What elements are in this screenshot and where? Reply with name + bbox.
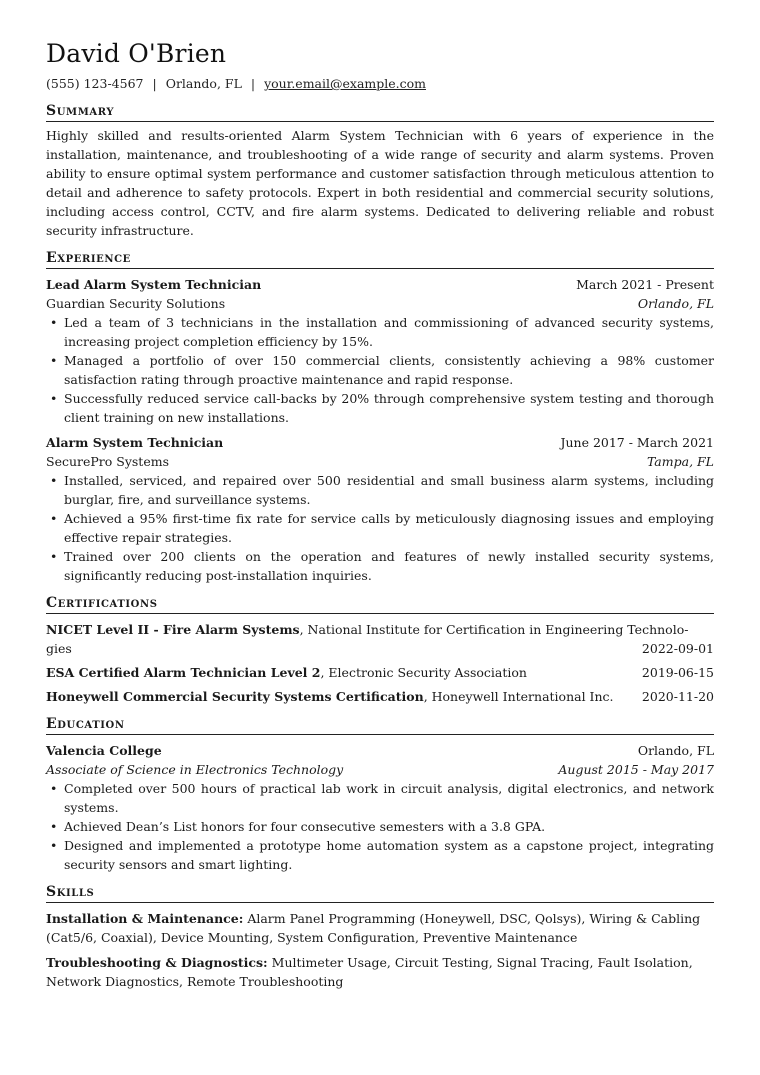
job-entry — [46, 275, 714, 427]
bullet-item: • Successfully reduced service call-backs by 20% through comprehensive system testing and thorough client training on new installations. — [64, 389, 714, 427]
section-heading-experience: Experience — [46, 249, 714, 269]
job-title: Lead Alarm System Technician — [46, 277, 262, 292]
bullet-item: • Installed, serviced, and repaired over 500 residential and small business alarm systems, including burglar, fire, and surveillance systems. — [64, 471, 714, 509]
job-bullets — [46, 471, 714, 585]
contact-line — [46, 75, 714, 93]
degree-name: Associate of Science in Electronics Technology — [46, 762, 344, 777]
skill-group-text: Alarm Panel Programming (Honeywell, DSC, Qolsys), Wiring & Cabling (Cat5/6, Coaxial), Device Mounting, System Configuration, Preventive Maintenance — [46, 911, 701, 945]
certification-issuer: , Honeywell International Inc. — [423, 689, 614, 704]
certification-issuer: , Electronic Security Association — [320, 665, 527, 680]
job-title: Alarm System Technician — [46, 435, 224, 450]
section-heading-summary: Summary — [46, 102, 714, 122]
candidate-name: David O'Brien — [46, 39, 227, 68]
bullet-item: • Managed a portfolio of over 150 commercial clients, consistently achieving a 98% customer satisfaction rating through proactive maintenance and rapid response. — [64, 351, 714, 389]
section-heading-education: Education — [46, 715, 714, 735]
job-company: SecurePro Systems — [46, 454, 169, 469]
skills-section — [46, 883, 714, 991]
bullet-item: • Completed over 500 hours of practical lab work in circuit analysis, digital electronics, and network systems. — [64, 779, 714, 817]
certification-item — [46, 687, 714, 706]
skill-group — [46, 953, 714, 991]
bullet-item: • Achieved a 95% first-time fix rate for service calls by meticulously diagnosing issues and employing effective repair strategies. — [64, 509, 714, 547]
location-text: Orlando, FL — [165, 76, 242, 91]
certification-date: 2022-09-01 — [641, 641, 714, 656]
education-entry — [46, 741, 714, 874]
bullet-item: • Trained over 200 clients on the operation and features of newly installed security systems, significantly reducing post-installation inquiries. — [64, 547, 714, 585]
job-dates: March 2021 - Present — [576, 277, 714, 292]
school-name: Valencia College — [46, 743, 162, 758]
certification-item — [46, 663, 714, 682]
certification-date: 2019-06-15 — [641, 665, 714, 680]
job-location: Tampa, FL — [646, 454, 714, 469]
school-location: Orlando, FL — [637, 743, 714, 758]
certification-issuer-continued: gies — [46, 641, 72, 656]
certification-item — [46, 620, 714, 658]
job-company: Guardian Security Solutions — [46, 296, 226, 311]
contact-separator: | — [152, 76, 157, 91]
resume-page — [46, 38, 714, 991]
bullet-item: • Designed and implemented a prototype home automation system as a capstone project, integrating security sensors and smart lighting. — [64, 836, 714, 874]
certification-name: ESA Certified Alarm Technician Level 2 — [46, 665, 321, 680]
bullet-item: • Achieved Dean’s List honors for four consecutive semesters with a 3.8 GPA. — [64, 817, 714, 836]
section-heading-certifications: Certifications — [46, 594, 714, 614]
section-heading-skills: Skills — [46, 883, 714, 903]
certification-name: Honeywell Commercial Security Systems Certification — [46, 689, 424, 704]
contact-separator: | — [250, 76, 256, 91]
certification-date: 2020-11-20 — [641, 689, 714, 704]
job-entry — [46, 433, 714, 585]
summary-text: Highly skilled and results-oriented Alarm System Technician with 6 years of experience in the installation, maintenance, and troubleshooting of a wide range of security and alarm systems. Proven ability to ensure optimal system performance and customer satisfaction through meticulous attention to detail and adherence to safety protocols. Expert in both residential and commercial security solutions, including access control, CCTV, and fire alarm systems. Dedicated to delivering reliable and robust security infrastructure. — [46, 128, 714, 238]
certification-issuer: , National Institute for Certification in Engineering Technolo- — [299, 622, 689, 637]
skill-group-label: Installation & Maintenance: — [46, 911, 244, 926]
education-section — [46, 715, 714, 874]
bullet-item: • Led a team of 3 technicians in the installation and commissioning of advanced security systems, increasing project completion efficiency by 15%. — [64, 313, 714, 351]
email-link[interactable]: your.email@example.com — [264, 76, 427, 91]
phone-number: (555) 123-4567 — [46, 76, 144, 91]
job-location: Orlando, FL — [637, 296, 714, 311]
education-dates: August 2015 - May 2017 — [558, 762, 714, 777]
certification-name: NICET Level II - Fire Alarm Systems — [46, 622, 300, 637]
skill-group-text: Multimeter Usage, Circuit Testing, Signal Tracing, Fault Isolation, Network Diagnostics, Remote Troubleshooting — [46, 955, 693, 989]
summary-section — [46, 102, 714, 240]
education-bullets — [46, 779, 714, 874]
skill-group — [46, 909, 714, 947]
job-dates: June 2017 - March 2021 — [560, 435, 714, 450]
skill-group-label: Troubleshooting & Diagnostics: — [46, 955, 268, 970]
job-bullets — [46, 313, 714, 427]
certifications-section — [46, 594, 714, 706]
experience-section — [46, 249, 714, 585]
